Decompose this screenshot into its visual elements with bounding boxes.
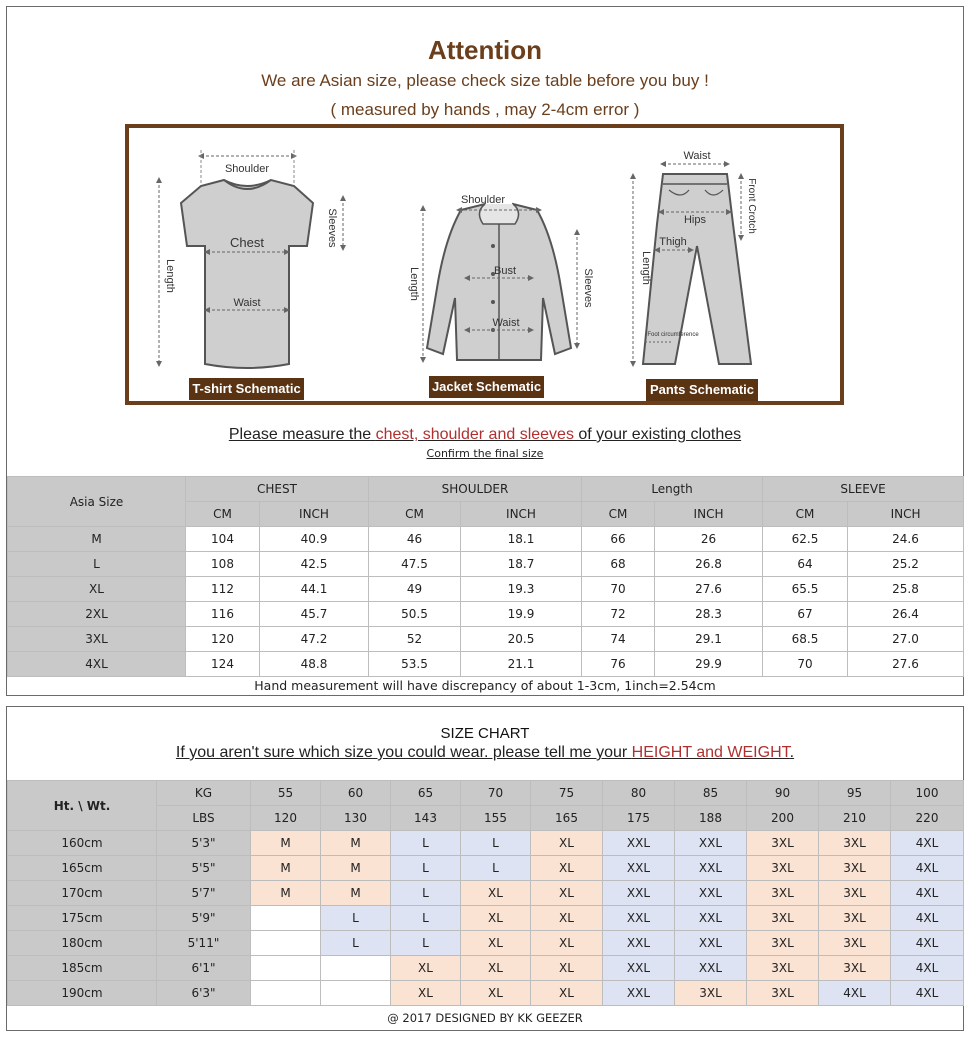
size-value-cell: 65.5: [763, 577, 848, 602]
recommended-size-cell: XL: [531, 831, 603, 856]
tshirt-schematic-label: T-shirt Schematic: [189, 378, 304, 400]
height-cm-cell: 175cm: [8, 906, 157, 931]
recommended-size-cell: XL: [531, 881, 603, 906]
measure-instruction: [7, 426, 963, 444]
recommended-size-cell: XL: [531, 956, 603, 981]
size-table-unit-header: INCH: [655, 502, 763, 527]
tshirt-sleeves-label: Sleeves: [326, 208, 338, 248]
tshirt-waist-label: Waist: [233, 297, 261, 309]
recommended-size-cell: XL: [461, 981, 531, 1006]
size-value-cell: 21.1: [461, 652, 582, 677]
size-value-cell: 72: [582, 602, 655, 627]
size-value-cell: 18.7: [461, 552, 582, 577]
confirm-size-note: Confirm the final size: [426, 447, 544, 460]
kg-row: [8, 781, 964, 806]
pants-foot-label: Foot circumference: [647, 332, 699, 338]
recommended-size-cell: XL: [531, 981, 603, 1006]
size-value-cell: 66: [582, 527, 655, 552]
kg-label: KG: [157, 781, 251, 806]
recommended-size-cell: 3XL: [819, 831, 891, 856]
size-table-row: [8, 577, 964, 602]
recommended-size-cell: 3XL: [819, 906, 891, 931]
recommended-size-cell: L: [321, 931, 391, 956]
recommended-size-cell: XXL: [603, 856, 675, 881]
recommended-size-cell: 4XL: [891, 981, 964, 1006]
size-value-cell: 27.0: [848, 627, 964, 652]
kg-value-cell: 80: [603, 781, 675, 806]
size-table-group-sleeve: SLEEVE: [763, 477, 964, 502]
size-table: [7, 476, 964, 677]
tshirt-icon: [159, 150, 343, 368]
recommended-size-cell: XXL: [675, 881, 747, 906]
height-cm-cell: 185cm: [8, 956, 157, 981]
height-ft-cell: 6'3": [157, 981, 251, 1006]
size-value-cell: 70: [763, 652, 848, 677]
size-table-group-chest: CHEST: [186, 477, 369, 502]
height-cm-cell: 170cm: [8, 881, 157, 906]
recommended-size-cell: 3XL: [819, 856, 891, 881]
lbs-value-cell: 120: [251, 806, 321, 831]
size-label-cell: 3XL: [8, 627, 186, 652]
size-chart-row: [8, 956, 964, 981]
size-value-cell: 25.8: [848, 577, 964, 602]
size-table-row: [8, 602, 964, 627]
size-value-cell: 18.1: [461, 527, 582, 552]
measure-prefix: Please measure the: [228, 426, 376, 443]
size-table-unit-header: INCH: [260, 502, 369, 527]
jacket-bust-label: Bust: [493, 265, 517, 277]
kg-value-cell: 75: [531, 781, 603, 806]
designer-footer: @ 2017 DESIGNED BY KK GEEZER: [387, 1011, 583, 1025]
recommended-size-cell: [251, 906, 321, 931]
size-chart-sub-highlight: HEIGHT and WEIGHT: [631, 744, 790, 761]
recommended-size-cell: [251, 956, 321, 981]
recommended-size-cell: L: [461, 831, 531, 856]
recommended-size-cell: 3XL: [675, 981, 747, 1006]
size-value-cell: 120: [186, 627, 260, 652]
size-chart-row: [8, 831, 964, 856]
size-value-cell: 49: [369, 577, 461, 602]
size-table-row: [8, 627, 964, 652]
size-value-cell: 50.5: [369, 602, 461, 627]
lbs-value-cell: 188: [675, 806, 747, 831]
recommended-size-cell: XL: [461, 881, 531, 906]
size-label-cell: M: [8, 527, 186, 552]
recommended-size-cell: XXL: [675, 831, 747, 856]
kg-value-cell: 95: [819, 781, 891, 806]
kg-value-cell: 70: [461, 781, 531, 806]
recommended-size-cell: [251, 981, 321, 1006]
size-table-unit-header: CM: [186, 502, 260, 527]
recommended-size-cell: 3XL: [819, 931, 891, 956]
size-value-cell: 28.3: [655, 602, 763, 627]
recommended-size-cell: [251, 931, 321, 956]
recommended-size-cell: L: [321, 906, 391, 931]
size-value-cell: 26.4: [848, 602, 964, 627]
pants-schematic-label: Pants Schematic: [646, 379, 758, 401]
size-value-cell: 27.6: [655, 577, 763, 602]
size-chart-subtitle: [7, 744, 963, 762]
size-guide-panel: [6, 6, 964, 696]
pants-waist-label: Waist: [683, 150, 711, 162]
height-ft-cell: 5'7": [157, 881, 251, 906]
lbs-value-cell: 143: [391, 806, 461, 831]
recommended-size-cell: XXL: [675, 956, 747, 981]
size-table-unit-header: INCH: [461, 502, 582, 527]
size-chart-row: [8, 981, 964, 1006]
size-table-unit-header: CM: [763, 502, 848, 527]
recommended-size-cell: M: [321, 881, 391, 906]
recommended-size-cell: XL: [461, 931, 531, 956]
recommended-size-cell: L: [461, 856, 531, 881]
size-label-cell: 4XL: [8, 652, 186, 677]
height-cm-cell: 160cm: [8, 831, 157, 856]
size-value-cell: 26: [655, 527, 763, 552]
kg-value-cell: 90: [747, 781, 819, 806]
recommended-size-cell: M: [251, 856, 321, 881]
size-chart-table: [7, 780, 964, 1006]
size-value-cell: 64: [763, 552, 848, 577]
size-value-cell: 19.9: [461, 602, 582, 627]
size-value-cell: 68.5: [763, 627, 848, 652]
recommended-size-cell: 4XL: [891, 956, 964, 981]
pants-hips-label: Hips: [683, 214, 707, 226]
pants-length-label: Length: [640, 251, 652, 285]
height-cm-cell: 190cm: [8, 981, 157, 1006]
size-label-cell: XL: [8, 577, 186, 602]
lbs-label: LBS: [157, 806, 251, 831]
jacket-length-label: Length: [408, 267, 420, 301]
lbs-value-cell: 210: [819, 806, 891, 831]
recommended-size-cell: 3XL: [819, 956, 891, 981]
size-table-group-shoulder: SHOULDER: [369, 477, 582, 502]
size-value-cell: 70: [582, 577, 655, 602]
lbs-value-cell: 200: [747, 806, 819, 831]
recommended-size-cell: [321, 956, 391, 981]
size-chart-corner: Ht. \ Wt.: [8, 781, 157, 831]
asian-size-notice: We are Asian size, please check size table before you buy !: [261, 71, 709, 90]
recommended-size-cell: 4XL: [891, 881, 964, 906]
recommended-size-cell: XXL: [603, 931, 675, 956]
size-value-cell: 19.3: [461, 577, 582, 602]
size-value-cell: 108: [186, 552, 260, 577]
recommended-size-cell: L: [391, 881, 461, 906]
size-chart-title: SIZE CHART: [440, 725, 530, 742]
kg-value-cell: 85: [675, 781, 747, 806]
size-value-cell: 47.5: [369, 552, 461, 577]
size-value-cell: 112: [186, 577, 260, 602]
size-value-cell: 62.5: [763, 527, 848, 552]
size-label-cell: L: [8, 552, 186, 577]
size-table-unit-header: CM: [369, 502, 461, 527]
recommended-size-cell: 3XL: [747, 956, 819, 981]
pants-front-crotch-label: Front Crotch: [746, 178, 757, 234]
size-table-unit-header: INCH: [848, 502, 964, 527]
height-ft-cell: 5'11": [157, 931, 251, 956]
size-value-cell: 45.7: [260, 602, 369, 627]
size-chart-row: [8, 881, 964, 906]
size-value-cell: 116: [186, 602, 260, 627]
size-table-group-length: Length: [582, 477, 763, 502]
kg-value-cell: 60: [321, 781, 391, 806]
size-value-cell: 104: [186, 527, 260, 552]
recommended-size-cell: M: [321, 856, 391, 881]
recommended-size-cell: 4XL: [819, 981, 891, 1006]
recommended-size-cell: 3XL: [747, 856, 819, 881]
size-chart-row: [8, 856, 964, 881]
size-value-cell: 29.1: [655, 627, 763, 652]
tshirt-length-label: Length: [164, 259, 176, 293]
pants-thigh-label: Thigh: [659, 236, 687, 248]
size-label-cell: 2XL: [8, 602, 186, 627]
schematic-box: [125, 124, 844, 405]
jacket-schematic-label: Jacket Schematic: [429, 376, 544, 398]
recommended-size-cell: 4XL: [891, 931, 964, 956]
size-chart-sub-prefix: If you aren't sure which size you could wear. please tell me your: [175, 744, 632, 761]
schematic-drawings: [129, 128, 840, 401]
recommended-size-cell: XXL: [603, 906, 675, 931]
size-chart-body: [8, 831, 964, 1006]
tshirt-shoulder-label: Shoulder: [224, 163, 270, 175]
measurement-error-notice: ( measured by hands , may 2-4cm error ): [330, 100, 640, 119]
size-value-cell: 53.5: [369, 652, 461, 677]
size-value-cell: 68: [582, 552, 655, 577]
size-chart-row: [8, 906, 964, 931]
recommended-size-cell: 3XL: [747, 881, 819, 906]
recommended-size-cell: 3XL: [819, 881, 891, 906]
recommended-size-cell: 3XL: [747, 831, 819, 856]
recommended-size-cell: XL: [391, 981, 461, 1006]
measure-highlight: chest, shoulder and sleeves: [375, 426, 574, 443]
attention-title: Attention: [427, 35, 543, 65]
size-value-cell: 26.8: [655, 552, 763, 577]
recommended-size-cell: 3XL: [747, 906, 819, 931]
size-chart-panel: [6, 706, 964, 1031]
recommended-size-cell: L: [391, 831, 461, 856]
recommended-size-cell: XXL: [603, 831, 675, 856]
size-value-cell: 76: [582, 652, 655, 677]
height-ft-cell: 5'5": [157, 856, 251, 881]
height-ft-cell: 5'9": [157, 906, 251, 931]
recommended-size-cell: XXL: [675, 931, 747, 956]
lbs-value-cell: 175: [603, 806, 675, 831]
recommended-size-cell: XL: [531, 856, 603, 881]
size-value-cell: 25.2: [848, 552, 964, 577]
recommended-size-cell: 3XL: [747, 931, 819, 956]
lbs-value-cell: 155: [461, 806, 531, 831]
size-value-cell: 52: [369, 627, 461, 652]
recommended-size-cell: 4XL: [891, 906, 964, 931]
size-value-cell: 124: [186, 652, 260, 677]
size-value-cell: 74: [582, 627, 655, 652]
size-chart-sub-suffix: .: [789, 744, 795, 761]
jacket-icon: [408, 194, 594, 360]
tshirt-chest-label: Chest: [230, 235, 264, 250]
size-value-cell: 27.6: [848, 652, 964, 677]
recommended-size-cell: XL: [461, 906, 531, 931]
recommended-size-cell: [321, 981, 391, 1006]
recommended-size-cell: M: [251, 831, 321, 856]
recommended-size-cell: 4XL: [891, 856, 964, 881]
recommended-size-cell: XXL: [675, 906, 747, 931]
size-value-cell: 44.1: [260, 577, 369, 602]
recommended-size-cell: XXL: [675, 856, 747, 881]
height-cm-cell: 180cm: [8, 931, 157, 956]
recommended-size-cell: XXL: [603, 881, 675, 906]
kg-value-cell: 65: [391, 781, 461, 806]
size-value-cell: 42.5: [260, 552, 369, 577]
pants-icon: [633, 150, 757, 364]
size-value-cell: 24.6: [848, 527, 964, 552]
size-value-cell: 67: [763, 602, 848, 627]
recommended-size-cell: L: [391, 906, 461, 931]
measure-suffix: of your existing clothes: [573, 426, 742, 443]
size-value-cell: 29.9: [655, 652, 763, 677]
lbs-value-cell: 220: [891, 806, 964, 831]
recommended-size-cell: XXL: [603, 956, 675, 981]
recommended-size-cell: M: [321, 831, 391, 856]
recommended-size-cell: XXL: [603, 981, 675, 1006]
size-table-row: [8, 552, 964, 577]
size-chart-row: [8, 931, 964, 956]
kg-value-cell: 55: [251, 781, 321, 806]
height-ft-cell: 6'1": [157, 956, 251, 981]
size-value-cell: 48.8: [260, 652, 369, 677]
kg-value-cell: 100: [891, 781, 964, 806]
size-table-row: [8, 652, 964, 677]
size-table-corner: Asia Size: [8, 477, 186, 527]
size-value-cell: 40.9: [260, 527, 369, 552]
size-value-cell: 47.2: [260, 627, 369, 652]
recommended-size-cell: 4XL: [891, 831, 964, 856]
size-table-unit-header: CM: [582, 502, 655, 527]
recommended-size-cell: XL: [531, 931, 603, 956]
recommended-size-cell: 3XL: [747, 981, 819, 1006]
lbs-value-cell: 165: [531, 806, 603, 831]
recommended-size-cell: L: [391, 856, 461, 881]
height-cm-cell: 165cm: [8, 856, 157, 881]
recommended-size-cell: M: [251, 881, 321, 906]
jacket-waist-label: Waist: [492, 317, 520, 329]
size-table-body: [8, 527, 964, 677]
size-table-row: [8, 527, 964, 552]
jacket-sleeves-label: Sleeves: [582, 268, 594, 308]
recommended-size-cell: XL: [391, 956, 461, 981]
discrepancy-note: Hand measurement will have discrepancy of about 1-3cm, 1inch=2.54cm: [254, 678, 716, 693]
recommended-size-cell: L: [391, 931, 461, 956]
size-value-cell: 20.5: [461, 627, 582, 652]
recommended-size-cell: XL: [531, 906, 603, 931]
jacket-shoulder-label: Shoulder: [460, 194, 506, 206]
recommended-size-cell: XL: [461, 956, 531, 981]
lbs-value-cell: 130: [321, 806, 391, 831]
size-value-cell: 46: [369, 527, 461, 552]
height-ft-cell: 5'3": [157, 831, 251, 856]
